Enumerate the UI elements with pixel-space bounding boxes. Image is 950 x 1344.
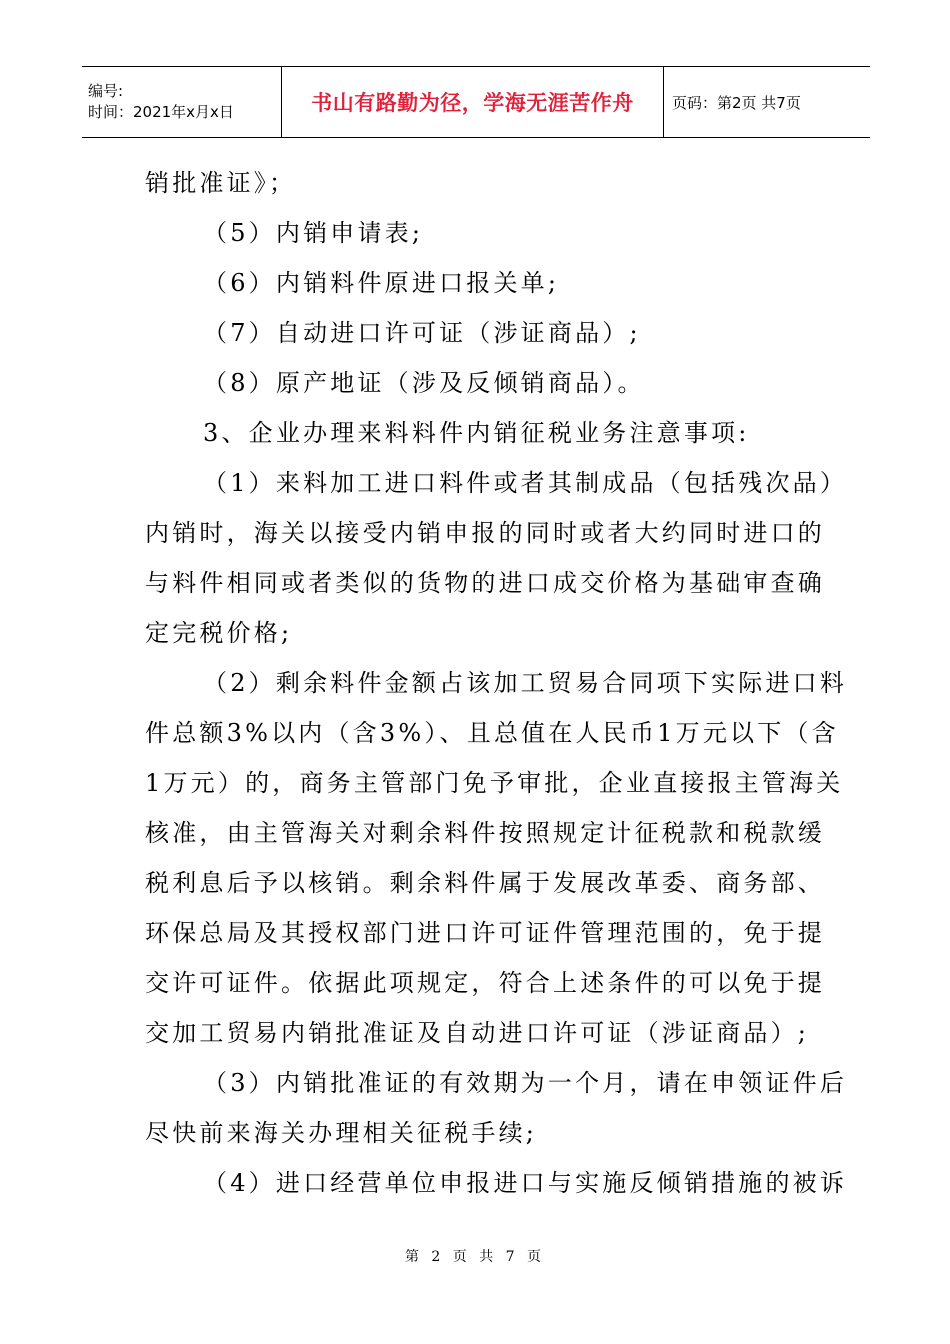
body-line: 环保总局及其授权部门进口许可证件管理范围的，免于提 xyxy=(145,919,825,947)
body-line: （3）内销批准证的有效期为一个月，请在申领证件后 xyxy=(203,1069,848,1097)
header-motto xyxy=(282,67,664,137)
header-meta xyxy=(82,67,282,137)
body-line: 尽快前来海关办理相关征税手续; xyxy=(145,1119,538,1147)
body-line: （2）剩余料件金额占该加工贸易合同项下实际进口料 xyxy=(203,669,848,697)
body-line: 销批准证》； xyxy=(145,169,297,197)
body-line: 交许可证件。依据此项规定，符合上述条件的可以免于提 xyxy=(145,969,825,997)
body-line: 交加工贸易内销批准证及自动进口许可证（涉证商品）; xyxy=(145,1019,810,1047)
number-label: 编号: xyxy=(88,82,124,100)
page-footer: 第 2 页 共 7 页 xyxy=(404,1249,546,1265)
body-line: （5）内销申请表; xyxy=(203,219,424,247)
body-line: 内销时，海关以接受内销申报的同时或者大约同时进口的 xyxy=(145,519,825,547)
body-line: （6）内销料件原进口报关单; xyxy=(203,269,560,297)
document-body xyxy=(145,158,848,1208)
body-line: 税利息后予以核销。剩余料件属于发展改革委、商务部、 xyxy=(145,869,825,897)
document-header xyxy=(82,66,870,138)
body-line: （1）来料加工进口料件或者其制成品（包括残次品） xyxy=(203,469,848,497)
body-line: （4）进口经营单位申报进口与实施反倾销措施的被诉 xyxy=(203,1169,848,1197)
header-page-info xyxy=(664,67,870,137)
body-line: 核准，由主管海关对剩余料件按照规定计征税款和税款缓 xyxy=(145,819,825,847)
time-label: 时间：2021年x月x日 xyxy=(88,103,234,121)
motto-text: 书山有路勤为径，学海无涯苦作舟 xyxy=(311,91,634,115)
body-line: 定完税价格; xyxy=(145,619,293,647)
body-line: 与料件相同或者类似的货物的进口成交价格为基础审查确 xyxy=(145,569,825,597)
body-line: （7）自动进口许可证（涉证商品）; xyxy=(203,319,641,347)
body-line: 件总额3%以内（含3%）、且总值在人民币1万元以下（含 xyxy=(145,719,839,747)
body-line: （8）原产地证（涉及反倾销商品）。 xyxy=(203,369,645,397)
body-line: 3、企业办理来料料件内销征税业务注意事项: xyxy=(203,419,750,447)
body-line: 1万元）的，商务主管部门免予审批，企业直接报主管海关 xyxy=(145,769,844,797)
page-info-text: 页码：第2页 共7页 xyxy=(672,93,801,112)
